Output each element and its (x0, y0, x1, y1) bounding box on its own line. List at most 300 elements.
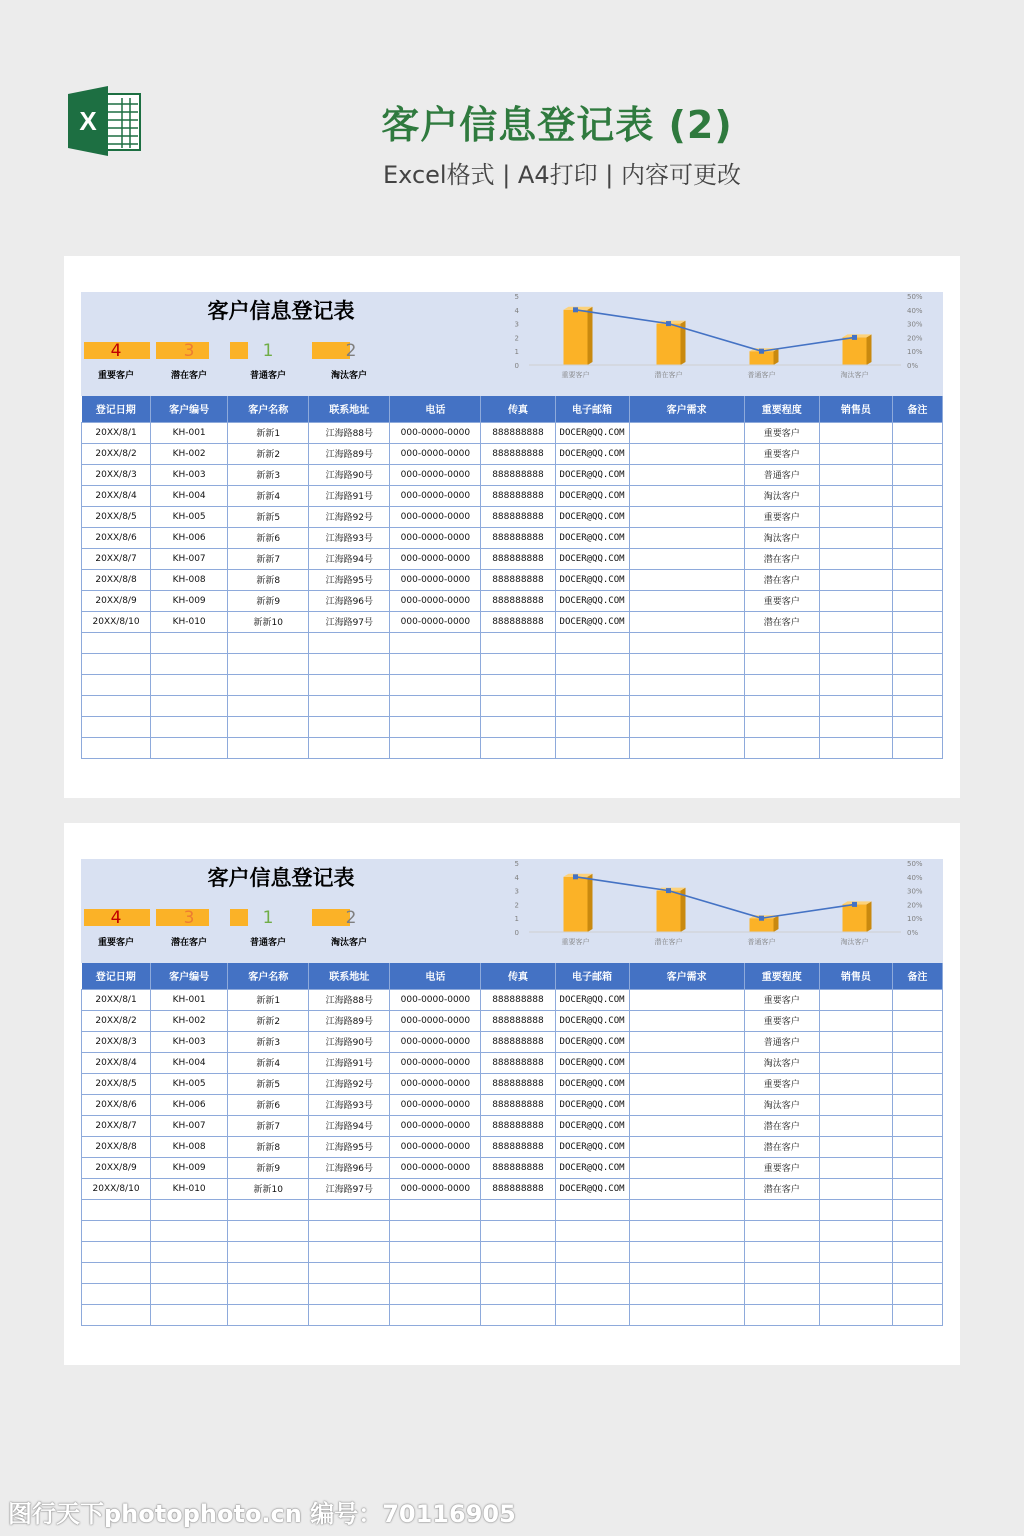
table-cell[interactable]: 888888888 (481, 1094, 555, 1115)
table-cell[interactable] (390, 674, 481, 695)
table-cell[interactable] (481, 632, 555, 653)
table-cell[interactable]: KH-001 (151, 422, 228, 443)
table-cell[interactable] (629, 422, 744, 443)
table-cell[interactable]: DOCER@QQ.COM (555, 590, 629, 611)
table-cell[interactable] (82, 1241, 151, 1262)
table-cell[interactable]: KH-002 (151, 443, 228, 464)
table-cell[interactable]: 20XX/8/6 (82, 1094, 151, 1115)
table-cell[interactable] (629, 1157, 744, 1178)
table-cell[interactable]: DOCER@QQ.COM (555, 422, 629, 443)
table-cell[interactable] (151, 695, 228, 716)
table-cell[interactable] (82, 632, 151, 653)
table-cell[interactable]: 新新9 (228, 1157, 309, 1178)
table-cell[interactable]: 新新10 (228, 611, 309, 632)
table-cell[interactable]: 20XX/8/5 (82, 1073, 151, 1094)
table-cell[interactable]: 000-0000-0000 (390, 1031, 481, 1052)
table-cell[interactable]: 淘汰客户 (744, 485, 819, 506)
table-cell[interactable]: DOCER@QQ.COM (555, 1157, 629, 1178)
table-cell[interactable] (892, 1031, 942, 1052)
table-cell[interactable]: 20XX/8/5 (82, 506, 151, 527)
table-cell[interactable] (555, 1262, 629, 1283)
table-cell[interactable] (481, 1304, 555, 1325)
table-cell[interactable] (892, 485, 942, 506)
table-cell[interactable] (481, 695, 555, 716)
table-cell[interactable] (629, 1241, 744, 1262)
table-cell[interactable] (819, 569, 892, 590)
table-cell[interactable] (629, 1304, 744, 1325)
table-cell[interactable] (151, 653, 228, 674)
table-cell[interactable] (151, 1199, 228, 1220)
table-cell[interactable] (309, 1304, 390, 1325)
table-cell[interactable]: 20XX/8/10 (82, 1178, 151, 1199)
table-cell[interactable]: 888888888 (481, 1136, 555, 1157)
table-cell[interactable]: 淘汰客户 (744, 1094, 819, 1115)
table-cell[interactable]: 20XX/8/6 (82, 527, 151, 548)
table-cell[interactable] (309, 737, 390, 758)
table-cell[interactable]: 000-0000-0000 (390, 1073, 481, 1094)
table-cell[interactable] (555, 674, 629, 695)
table-cell[interactable] (555, 1220, 629, 1241)
table-cell[interactable]: KH-006 (151, 1094, 228, 1115)
table-cell[interactable]: 江海路97号 (309, 611, 390, 632)
table-cell[interactable]: 888888888 (481, 548, 555, 569)
table-cell[interactable]: 新新7 (228, 548, 309, 569)
table-cell[interactable] (629, 1136, 744, 1157)
table-cell[interactable]: 888888888 (481, 1010, 555, 1031)
table-cell[interactable] (481, 653, 555, 674)
table-cell[interactable] (819, 506, 892, 527)
table-cell[interactable] (390, 653, 481, 674)
table-cell[interactable] (390, 1304, 481, 1325)
table-cell[interactable] (819, 1031, 892, 1052)
table-cell[interactable]: 新新5 (228, 1073, 309, 1094)
table-cell[interactable] (892, 464, 942, 485)
table-cell[interactable] (819, 611, 892, 632)
table-cell[interactable]: 000-0000-0000 (390, 1136, 481, 1157)
table-cell[interactable]: DOCER@QQ.COM (555, 989, 629, 1010)
table-cell[interactable]: 江海路90号 (309, 464, 390, 485)
table-cell[interactable]: KH-009 (151, 590, 228, 611)
table-cell[interactable] (228, 1283, 309, 1304)
table-cell[interactable] (892, 1262, 942, 1283)
table-cell[interactable] (481, 716, 555, 737)
table-cell[interactable] (629, 464, 744, 485)
table-cell[interactable] (629, 506, 744, 527)
table-cell[interactable] (629, 653, 744, 674)
table-cell[interactable] (892, 674, 942, 695)
table-cell[interactable] (892, 1052, 942, 1073)
table-cell[interactable] (629, 590, 744, 611)
table-cell[interactable]: 重要客户 (744, 590, 819, 611)
table-cell[interactable]: 新新1 (228, 422, 309, 443)
table-cell[interactable] (390, 1262, 481, 1283)
table-cell[interactable] (309, 1241, 390, 1262)
table-cell[interactable] (481, 1262, 555, 1283)
table-cell[interactable]: KH-008 (151, 1136, 228, 1157)
table-cell[interactable] (744, 1199, 819, 1220)
table-cell[interactable] (819, 695, 892, 716)
table-cell[interactable] (629, 611, 744, 632)
table-cell[interactable] (390, 737, 481, 758)
table-cell[interactable]: 新新9 (228, 590, 309, 611)
table-cell[interactable] (744, 1220, 819, 1241)
table-cell[interactable]: DOCER@QQ.COM (555, 1178, 629, 1199)
table-cell[interactable] (892, 1283, 942, 1304)
table-cell[interactable] (629, 1073, 744, 1094)
table-cell[interactable] (819, 674, 892, 695)
table-cell[interactable] (309, 716, 390, 737)
table-cell[interactable] (629, 1094, 744, 1115)
table-cell[interactable] (819, 1010, 892, 1031)
table-cell[interactable]: DOCER@QQ.COM (555, 527, 629, 548)
table-cell[interactable] (82, 1220, 151, 1241)
table-cell[interactable] (819, 989, 892, 1010)
table-cell[interactable] (892, 1115, 942, 1136)
table-cell[interactable] (819, 1094, 892, 1115)
table-cell[interactable] (892, 422, 942, 443)
table-cell[interactable]: 普通客户 (744, 1031, 819, 1052)
table-cell[interactable]: 000-0000-0000 (390, 422, 481, 443)
table-cell[interactable] (481, 674, 555, 695)
table-cell[interactable] (555, 716, 629, 737)
table-cell[interactable] (892, 737, 942, 758)
table-cell[interactable] (555, 737, 629, 758)
table-cell[interactable]: DOCER@QQ.COM (555, 1115, 629, 1136)
table-cell[interactable]: 888888888 (481, 1157, 555, 1178)
table-cell[interactable] (555, 695, 629, 716)
table-cell[interactable]: 新新2 (228, 443, 309, 464)
table-cell[interactable] (892, 989, 942, 1010)
table-cell[interactable]: KH-004 (151, 485, 228, 506)
table-cell[interactable] (629, 737, 744, 758)
table-cell[interactable] (481, 1283, 555, 1304)
table-cell[interactable] (82, 1304, 151, 1325)
table-cell[interactable]: 20XX/8/2 (82, 443, 151, 464)
table-cell[interactable]: KH-002 (151, 1010, 228, 1031)
table-cell[interactable]: 江海路89号 (309, 1010, 390, 1031)
table-cell[interactable]: 新新10 (228, 1178, 309, 1199)
table-cell[interactable] (819, 464, 892, 485)
table-cell[interactable] (629, 1178, 744, 1199)
table-cell[interactable]: 20XX/8/10 (82, 611, 151, 632)
table-cell[interactable] (390, 1241, 481, 1262)
table-cell[interactable]: 20XX/8/1 (82, 422, 151, 443)
table-cell[interactable] (629, 674, 744, 695)
table-cell[interactable] (228, 1220, 309, 1241)
table-cell[interactable]: 000-0000-0000 (390, 1178, 481, 1199)
table-cell[interactable]: KH-010 (151, 1178, 228, 1199)
table-cell[interactable]: 000-0000-0000 (390, 548, 481, 569)
table-cell[interactable]: 000-0000-0000 (390, 464, 481, 485)
table-cell[interactable]: DOCER@QQ.COM (555, 485, 629, 506)
table-cell[interactable] (309, 1220, 390, 1241)
table-cell[interactable]: 20XX/8/3 (82, 1031, 151, 1052)
table-cell[interactable]: 江海路88号 (309, 989, 390, 1010)
table-cell[interactable]: 20XX/8/8 (82, 569, 151, 590)
table-cell[interactable]: 888888888 (481, 569, 555, 590)
table-cell[interactable] (819, 1304, 892, 1325)
table-cell[interactable] (481, 1241, 555, 1262)
table-cell[interactable] (819, 1115, 892, 1136)
table-cell[interactable]: 20XX/8/7 (82, 1115, 151, 1136)
table-cell[interactable]: 000-0000-0000 (390, 611, 481, 632)
table-cell[interactable] (309, 695, 390, 716)
table-cell[interactable] (629, 443, 744, 464)
table-cell[interactable] (82, 737, 151, 758)
table-cell[interactable]: 888888888 (481, 464, 555, 485)
table-cell[interactable] (892, 590, 942, 611)
table-cell[interactable]: 000-0000-0000 (390, 485, 481, 506)
table-cell[interactable] (151, 1241, 228, 1262)
table-cell[interactable] (228, 1199, 309, 1220)
table-cell[interactable]: 888888888 (481, 506, 555, 527)
table-cell[interactable]: 000-0000-0000 (390, 443, 481, 464)
table-cell[interactable]: 000-0000-0000 (390, 569, 481, 590)
table-cell[interactable]: 888888888 (481, 1178, 555, 1199)
table-cell[interactable] (892, 1178, 942, 1199)
table-cell[interactable] (819, 590, 892, 611)
table-cell[interactable] (390, 1220, 481, 1241)
table-cell[interactable] (629, 1010, 744, 1031)
table-cell[interactable]: 新新3 (228, 1031, 309, 1052)
table-cell[interactable] (151, 716, 228, 737)
table-cell[interactable]: 888888888 (481, 1052, 555, 1073)
table-cell[interactable] (151, 632, 228, 653)
table-cell[interactable] (744, 674, 819, 695)
table-cell[interactable]: 888888888 (481, 989, 555, 1010)
table-cell[interactable]: KH-006 (151, 527, 228, 548)
table-cell[interactable]: 000-0000-0000 (390, 506, 481, 527)
table-cell[interactable] (819, 1262, 892, 1283)
table-cell[interactable]: 20XX/8/3 (82, 464, 151, 485)
table-cell[interactable] (892, 1136, 942, 1157)
table-cell[interactable] (228, 695, 309, 716)
table-cell[interactable] (151, 1220, 228, 1241)
table-cell[interactable] (629, 716, 744, 737)
table-cell[interactable]: DOCER@QQ.COM (555, 464, 629, 485)
table-cell[interactable] (744, 1304, 819, 1325)
table-cell[interactable]: 江海路88号 (309, 422, 390, 443)
table-cell[interactable]: 江海路91号 (309, 485, 390, 506)
table-cell[interactable] (892, 1094, 942, 1115)
table-cell[interactable]: 20XX/8/8 (82, 1136, 151, 1157)
table-cell[interactable] (629, 989, 744, 1010)
table-cell[interactable]: 新新2 (228, 1010, 309, 1031)
table-cell[interactable] (82, 1262, 151, 1283)
table-cell[interactable]: 江海路92号 (309, 1073, 390, 1094)
table-cell[interactable]: 重要客户 (744, 422, 819, 443)
table-cell[interactable] (481, 1199, 555, 1220)
table-cell[interactable]: 000-0000-0000 (390, 527, 481, 548)
table-cell[interactable]: DOCER@QQ.COM (555, 1136, 629, 1157)
table-cell[interactable] (309, 632, 390, 653)
table-cell[interactable] (892, 443, 942, 464)
table-cell[interactable] (892, 716, 942, 737)
table-cell[interactable] (228, 674, 309, 695)
table-cell[interactable]: DOCER@QQ.COM (555, 548, 629, 569)
table-cell[interactable]: 江海路91号 (309, 1052, 390, 1073)
table-cell[interactable]: 重要客户 (744, 989, 819, 1010)
table-cell[interactable]: KH-010 (151, 611, 228, 632)
table-cell[interactable]: 新新7 (228, 1115, 309, 1136)
table-cell[interactable] (892, 1010, 942, 1031)
table-cell[interactable] (892, 1304, 942, 1325)
table-cell[interactable] (629, 695, 744, 716)
table-cell[interactable] (819, 422, 892, 443)
table-cell[interactable]: 江海路95号 (309, 1136, 390, 1157)
table-cell[interactable]: 潜在客户 (744, 1136, 819, 1157)
table-cell[interactable] (629, 1262, 744, 1283)
table-cell[interactable] (309, 1199, 390, 1220)
table-cell[interactable]: 000-0000-0000 (390, 989, 481, 1010)
table-cell[interactable]: 000-0000-0000 (390, 1094, 481, 1115)
table-cell[interactable]: KH-007 (151, 548, 228, 569)
table-cell[interactable]: 江海路95号 (309, 569, 390, 590)
table-cell[interactable] (390, 716, 481, 737)
table-cell[interactable] (744, 1241, 819, 1262)
table-cell[interactable]: DOCER@QQ.COM (555, 1094, 629, 1115)
table-cell[interactable] (892, 527, 942, 548)
table-cell[interactable] (744, 695, 819, 716)
table-cell[interactable]: KH-001 (151, 989, 228, 1010)
table-cell[interactable] (82, 716, 151, 737)
table-cell[interactable]: 新新4 (228, 1052, 309, 1073)
table-cell[interactable]: 888888888 (481, 1031, 555, 1052)
table-cell[interactable]: 20XX/8/9 (82, 1157, 151, 1178)
table-cell[interactable]: 000-0000-0000 (390, 1115, 481, 1136)
table-cell[interactable]: 新新8 (228, 569, 309, 590)
table-cell[interactable]: DOCER@QQ.COM (555, 569, 629, 590)
table-cell[interactable] (309, 1283, 390, 1304)
table-cell[interactable] (555, 632, 629, 653)
table-cell[interactable] (819, 485, 892, 506)
table-cell[interactable] (151, 1283, 228, 1304)
table-cell[interactable]: DOCER@QQ.COM (555, 1031, 629, 1052)
table-cell[interactable]: KH-007 (151, 1115, 228, 1136)
table-cell[interactable] (629, 632, 744, 653)
table-cell[interactable] (819, 737, 892, 758)
table-cell[interactable] (228, 1262, 309, 1283)
table-cell[interactable] (228, 1304, 309, 1325)
table-cell[interactable] (819, 1178, 892, 1199)
table-cell[interactable]: 888888888 (481, 1115, 555, 1136)
table-cell[interactable]: 江海路94号 (309, 548, 390, 569)
table-cell[interactable] (555, 1241, 629, 1262)
table-cell[interactable] (309, 1262, 390, 1283)
table-cell[interactable] (82, 1283, 151, 1304)
table-cell[interactable]: DOCER@QQ.COM (555, 506, 629, 527)
table-cell[interactable] (390, 1283, 481, 1304)
table-cell[interactable] (819, 443, 892, 464)
table-cell[interactable]: 江海路89号 (309, 443, 390, 464)
table-cell[interactable]: 888888888 (481, 590, 555, 611)
table-cell[interactable]: 新新5 (228, 506, 309, 527)
table-cell[interactable] (892, 653, 942, 674)
table-cell[interactable]: 淘汰客户 (744, 527, 819, 548)
table-cell[interactable] (892, 611, 942, 632)
table-cell[interactable] (819, 1199, 892, 1220)
table-cell[interactable] (629, 1220, 744, 1241)
table-cell[interactable] (819, 1241, 892, 1262)
table-cell[interactable]: 重要客户 (744, 506, 819, 527)
table-cell[interactable]: DOCER@QQ.COM (555, 1073, 629, 1094)
table-cell[interactable] (629, 1115, 744, 1136)
table-cell[interactable] (82, 653, 151, 674)
table-cell[interactable] (151, 737, 228, 758)
table-cell[interactable] (819, 1283, 892, 1304)
table-cell[interactable]: 20XX/8/4 (82, 1052, 151, 1073)
table-cell[interactable]: 888888888 (481, 527, 555, 548)
table-cell[interactable]: 888888888 (481, 611, 555, 632)
table-cell[interactable] (892, 632, 942, 653)
table-cell[interactable]: 江海路97号 (309, 1178, 390, 1199)
table-cell[interactable]: 新新6 (228, 527, 309, 548)
table-cell[interactable] (228, 716, 309, 737)
table-cell[interactable] (744, 716, 819, 737)
table-cell[interactable] (555, 653, 629, 674)
table-cell[interactable] (819, 716, 892, 737)
table-cell[interactable] (228, 737, 309, 758)
table-cell[interactable] (819, 548, 892, 569)
table-cell[interactable] (819, 653, 892, 674)
table-cell[interactable]: 888888888 (481, 443, 555, 464)
table-cell[interactable] (744, 632, 819, 653)
table-cell[interactable]: KH-005 (151, 506, 228, 527)
table-cell[interactable]: 潜在客户 (744, 1115, 819, 1136)
table-cell[interactable]: 江海路90号 (309, 1031, 390, 1052)
table-cell[interactable]: 888888888 (481, 485, 555, 506)
table-cell[interactable] (892, 695, 942, 716)
table-cell[interactable] (744, 1262, 819, 1283)
table-cell[interactable] (629, 1199, 744, 1220)
table-cell[interactable]: 20XX/8/1 (82, 989, 151, 1010)
table-cell[interactable] (629, 485, 744, 506)
table-cell[interactable] (744, 737, 819, 758)
table-cell[interactable] (819, 1052, 892, 1073)
table-cell[interactable]: 重要客户 (744, 443, 819, 464)
table-cell[interactable]: 潜在客户 (744, 569, 819, 590)
table-cell[interactable]: 新新3 (228, 464, 309, 485)
table-cell[interactable] (390, 695, 481, 716)
table-cell[interactable] (481, 1220, 555, 1241)
table-cell[interactable] (629, 548, 744, 569)
table-cell[interactable] (892, 1199, 942, 1220)
table-cell[interactable] (228, 1241, 309, 1262)
table-cell[interactable]: 江海路92号 (309, 506, 390, 527)
table-cell[interactable] (819, 632, 892, 653)
table-cell[interactable] (744, 1283, 819, 1304)
table-cell[interactable] (151, 1262, 228, 1283)
table-cell[interactable] (629, 527, 744, 548)
table-cell[interactable] (819, 1157, 892, 1178)
table-cell[interactable] (82, 695, 151, 716)
table-cell[interactable]: 普通客户 (744, 464, 819, 485)
table-cell[interactable]: DOCER@QQ.COM (555, 1052, 629, 1073)
table-cell[interactable]: 20XX/8/9 (82, 590, 151, 611)
table-cell[interactable]: KH-003 (151, 1031, 228, 1052)
table-cell[interactable] (481, 737, 555, 758)
table-cell[interactable] (892, 1220, 942, 1241)
table-cell[interactable]: 潜在客户 (744, 1178, 819, 1199)
table-cell[interactable] (390, 1199, 481, 1220)
table-cell[interactable]: 000-0000-0000 (390, 590, 481, 611)
table-cell[interactable]: DOCER@QQ.COM (555, 1010, 629, 1031)
table-cell[interactable]: 000-0000-0000 (390, 1157, 481, 1178)
table-cell[interactable] (819, 1220, 892, 1241)
table-cell[interactable]: DOCER@QQ.COM (555, 611, 629, 632)
table-cell[interactable] (309, 653, 390, 674)
table-cell[interactable] (82, 1199, 151, 1220)
